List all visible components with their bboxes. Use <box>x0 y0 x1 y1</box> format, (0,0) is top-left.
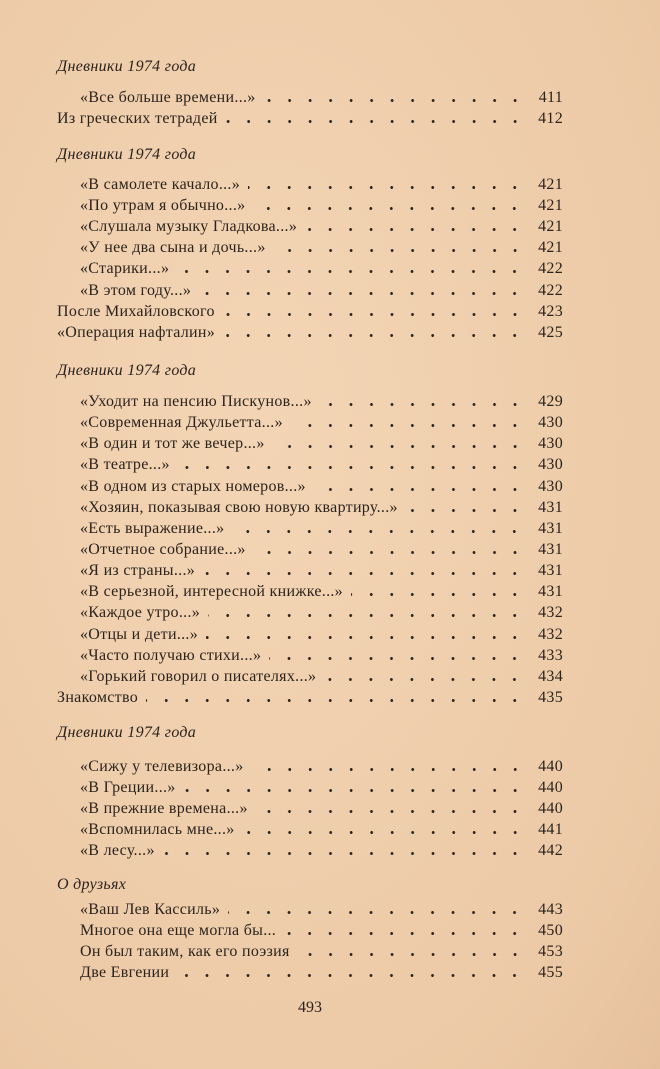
dot-leader <box>252 756 527 777</box>
entry-title: Он был таким, как его поэзия <box>80 943 290 960</box>
toc-entry <box>80 840 563 861</box>
toc-entry <box>57 322 563 343</box>
dot-leader <box>199 280 527 301</box>
dot-leader <box>248 174 527 195</box>
toc-entry <box>80 920 563 941</box>
entry-title: «В театре...» <box>80 456 170 474</box>
entry-page-number: 430 <box>538 414 563 432</box>
entry-page-number: 435 <box>538 688 563 706</box>
toc-entry <box>80 216 563 237</box>
entry-title: «В одном из старых номеров...» <box>80 477 306 495</box>
dot-leader <box>298 941 527 962</box>
dot-leader <box>223 301 527 322</box>
entry-page-number: 422 <box>538 281 563 299</box>
dot-leader <box>351 581 527 602</box>
entry-title: «У нее два сына и дочь...» <box>80 239 266 257</box>
dot-leader <box>291 412 527 433</box>
entry-page-number: 455 <box>538 964 563 981</box>
entry-title: «Современная Джульетта...» <box>80 414 283 432</box>
entry-title: «В этом году...» <box>80 281 192 299</box>
dot-leader <box>226 108 527 129</box>
toc-entry <box>80 237 563 258</box>
dot-leader <box>178 454 527 475</box>
toc-entry <box>80 391 563 412</box>
toc-entry <box>80 539 563 560</box>
dot-leader <box>269 645 527 666</box>
entry-title: «Все больше времени...» <box>80 89 256 106</box>
entry-title: «В самолете качало...» <box>80 176 241 193</box>
dot-leader <box>320 391 527 412</box>
dot-leader <box>146 687 527 708</box>
toc-entry <box>80 624 563 645</box>
entry-title: «Есть выражение...» <box>80 519 225 537</box>
toc-entry <box>80 280 563 301</box>
entry-page-number: 431 <box>538 583 563 601</box>
dot-leader <box>256 798 527 819</box>
entry-title: «Операция нафталин» <box>57 323 216 341</box>
entry-title: Две Евгении <box>80 964 170 981</box>
entry-title: «В серьезной, интересной книжке...» <box>80 583 343 601</box>
dot-leader <box>305 216 527 237</box>
section-heading: О друзьях <box>57 876 127 893</box>
entry-page-number: 429 <box>538 393 563 410</box>
toc-entry <box>80 645 563 666</box>
entry-page-number: 442 <box>538 842 563 859</box>
entry-page-number: 425 <box>538 323 563 341</box>
entry-page-number: 422 <box>538 260 563 278</box>
entry-title: «Отчетное собрание...» <box>80 540 246 558</box>
entry-title: «Вспомнилась мне...» <box>80 821 235 838</box>
entry-page-number: 431 <box>538 498 563 516</box>
entry-page-number: 440 <box>538 758 563 775</box>
toc-entry <box>80 941 563 962</box>
toc-entry <box>80 258 563 279</box>
entry-title: «Я из страны...» <box>80 562 196 580</box>
toc-entry <box>80 560 563 581</box>
section-heading: Дневники 1974 года <box>57 362 197 379</box>
entry-title: «В один и тот же вечер...» <box>80 435 265 453</box>
dot-leader <box>314 476 527 497</box>
toc-entry <box>57 301 563 322</box>
entry-title: После Михайловского <box>57 302 215 320</box>
entry-page-number: 440 <box>538 800 563 817</box>
section-heading: Дневники 1974 года <box>57 724 197 741</box>
entry-title: «Ваш Лев Кассиль» <box>80 901 221 918</box>
dot-leader <box>184 777 527 798</box>
toc-entry <box>57 687 563 708</box>
entry-page-number: 430 <box>538 435 563 453</box>
entry-page-number: 433 <box>538 646 563 664</box>
dot-leader <box>177 962 527 983</box>
dot-leader <box>206 624 527 645</box>
dot-leader <box>253 195 527 216</box>
entry-title: Знакомство <box>57 688 138 706</box>
dot-leader <box>406 497 527 518</box>
entry-title: «В прежние времена...» <box>80 800 248 817</box>
dot-leader <box>243 819 527 840</box>
entry-title: «Слушала музыку Гладкова...» <box>80 218 298 236</box>
entry-page-number: 440 <box>538 779 563 796</box>
entry-page-number: 421 <box>538 176 563 193</box>
entry-title: «В лесу...» <box>80 842 155 859</box>
entry-page-number: 430 <box>538 477 563 495</box>
entry-page-number: 450 <box>538 922 563 939</box>
entry-page-number: 431 <box>538 519 563 537</box>
toc-entry <box>80 962 563 983</box>
toc-entry <box>80 195 563 216</box>
toc-entry <box>80 476 563 497</box>
entry-page-number: 421 <box>538 218 563 236</box>
toc-entry <box>80 602 563 623</box>
dot-leader <box>203 560 527 581</box>
dot-leader <box>284 920 527 941</box>
dot-leader <box>274 237 527 258</box>
entry-title: «Каждое утро...» <box>80 604 201 622</box>
dot-leader <box>324 666 527 687</box>
entry-title: «Уходит на пенсию Пискунов...» <box>80 393 312 410</box>
dot-leader <box>228 899 527 920</box>
dot-leader <box>163 840 527 861</box>
toc-entry <box>80 433 563 454</box>
entry-title: «Старики...» <box>80 260 170 278</box>
entry-title: Многое она еще могла бы... <box>80 922 277 939</box>
toc-entry <box>80 87 563 108</box>
toc-entry <box>80 174 563 195</box>
toc-entry <box>80 798 563 819</box>
entry-page-number: 421 <box>538 239 563 257</box>
page-number: 493 <box>298 999 322 1016</box>
toc-entry <box>80 412 563 433</box>
entry-page-number: 441 <box>538 821 563 838</box>
entry-page-number: 430 <box>538 456 563 474</box>
toc-entry <box>80 756 563 777</box>
entry-title: «Хозяин, показывая свою новую квартиру...» <box>80 498 398 516</box>
entry-page-number: 423 <box>538 302 563 320</box>
toc-entry <box>80 518 563 539</box>
entry-page-number: 432 <box>538 604 563 622</box>
entry-title: «Отцы и дети...» <box>80 625 199 643</box>
toc-entry <box>80 497 563 518</box>
toc-entry <box>80 581 563 602</box>
entry-title: «По утрам я обычно...» <box>80 197 246 215</box>
dot-leader <box>177 258 527 279</box>
entry-page-number: 431 <box>538 562 563 580</box>
entry-page-number: 411 <box>538 89 563 106</box>
dot-leader <box>223 322 527 343</box>
entry-page-number: 421 <box>538 197 563 215</box>
entry-title: «Сижу у телевизора...» <box>80 758 244 775</box>
entry-page-number: 453 <box>538 943 563 960</box>
entry-page-number: 431 <box>538 540 563 558</box>
toc-entry <box>80 777 563 798</box>
entry-page-number: 432 <box>538 625 563 643</box>
entry-title: «Часто получаю стихи...» <box>80 646 262 664</box>
dot-leader <box>208 602 527 623</box>
entry-page-number: 412 <box>538 110 563 127</box>
section-heading: Дневники 1974 года <box>57 146 197 163</box>
dot-leader <box>273 433 527 454</box>
toc-entry <box>80 899 563 920</box>
toc-entry <box>57 108 563 129</box>
toc-entry <box>80 454 563 475</box>
toc-entry <box>80 819 563 840</box>
entry-page-number: 443 <box>538 901 563 918</box>
dot-leader <box>264 87 527 108</box>
entry-title: «Горький говорил о писателях...» <box>80 667 317 685</box>
dot-leader <box>254 539 527 560</box>
toc-entry <box>80 666 563 687</box>
entry-title: «В Греции...» <box>80 779 176 796</box>
dot-leader <box>232 518 527 539</box>
section-heading: Дневники 1974 года <box>57 58 197 75</box>
entry-page-number: 434 <box>538 667 563 685</box>
entry-title: Из греческих тетрадей <box>57 110 218 127</box>
